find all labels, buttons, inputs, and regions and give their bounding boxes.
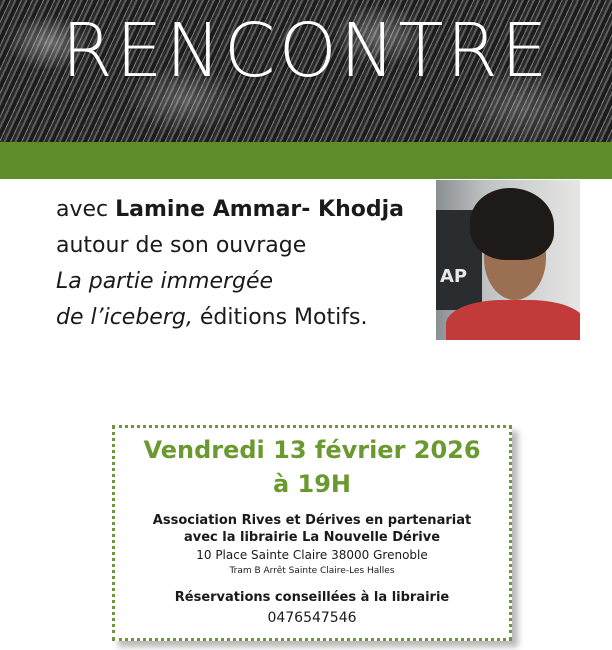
intro-line-work: autour de son ouvrage	[56, 233, 307, 258]
hero-banner	[0, 0, 612, 142]
organizer-line2: avec la librairie La Nouvelle Dérive	[183, 530, 441, 545]
book-title-end: de l’iceberg,	[56, 305, 193, 330]
transport-info: Tram B Arrêt Sainte Claire-Les Halles	[229, 566, 395, 576]
book-title-line1: La partie immergée	[56, 269, 274, 294]
organizer	[115, 512, 509, 546]
event-info-box	[112, 425, 512, 641]
organizer-line1: Association Rives et Dérives en partenariat	[152, 513, 472, 528]
portrait-hair	[470, 188, 554, 260]
book-title-line2	[56, 300, 431, 336]
green-band	[0, 142, 612, 179]
page-title: RENCONTRE	[61, 8, 551, 94]
portrait-shirt	[446, 300, 580, 340]
intro-line-author	[56, 192, 431, 228]
poster-text: AP	[440, 266, 468, 287]
intro-text	[56, 192, 431, 336]
event-time: à 19H	[272, 470, 352, 498]
author-name: Lamine Ammar- Khodja	[115, 197, 405, 222]
event-date: Vendredi 13 février 2026	[143, 436, 481, 464]
phone-number[interactable]: 0476547546	[267, 610, 357, 626]
author-portrait	[436, 180, 580, 340]
event-address: 10 Place Sainte Claire 38000 Grenoble	[196, 548, 428, 562]
intro-prefix: avec	[56, 197, 116, 222]
reservation-note: Réservations conseillées à la librairie	[174, 590, 450, 605]
publisher: éditions Motifs.	[192, 305, 368, 330]
